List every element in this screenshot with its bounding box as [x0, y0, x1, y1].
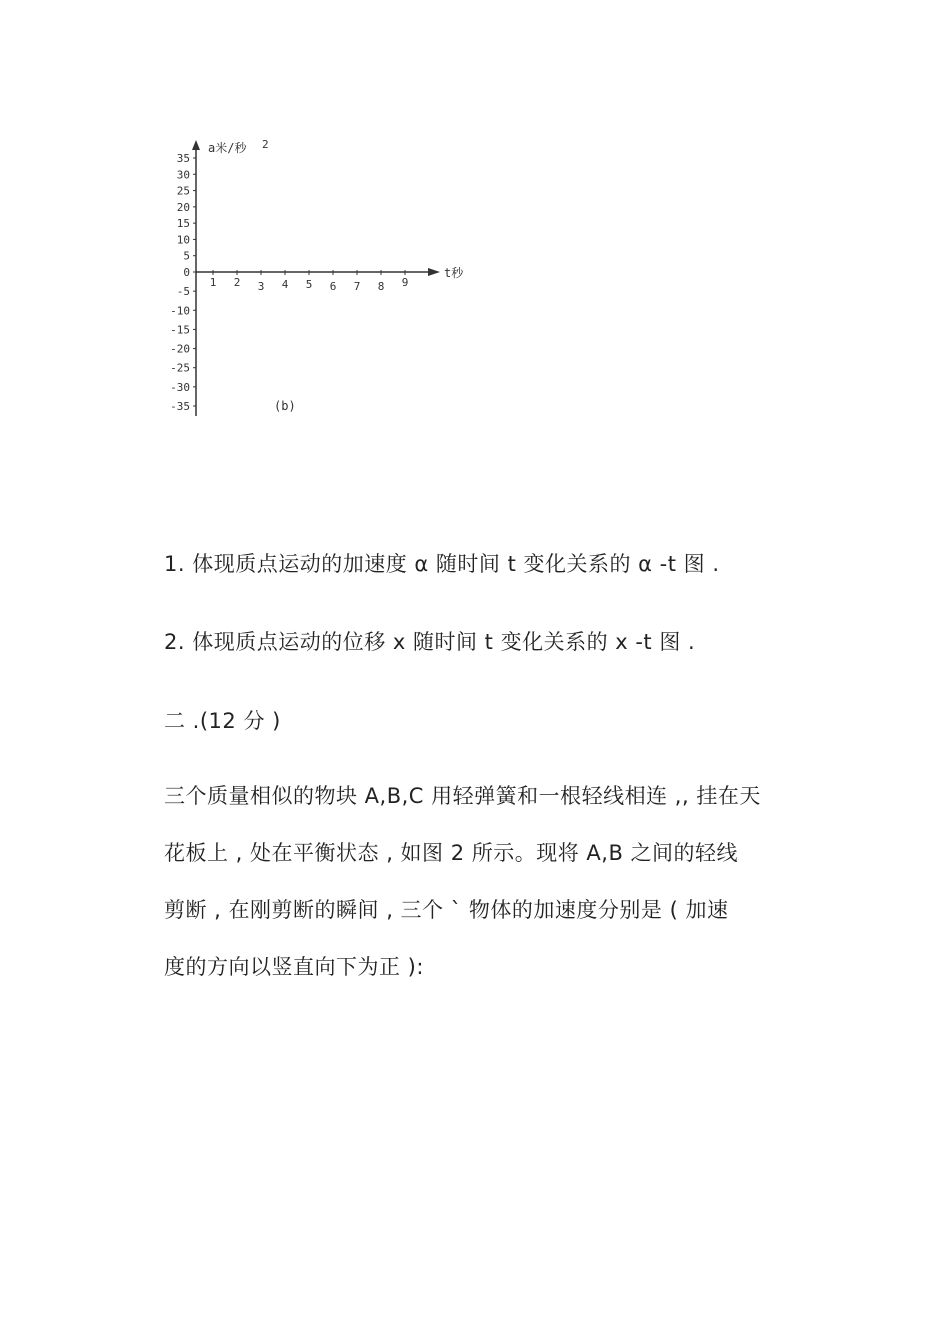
paragraph-line: 剪断 , 在刚剪断的瞬间 , 三个 ` 物体的加速度分别是 ( 加速	[164, 898, 729, 922]
y-tick-label: 10	[176, 233, 190, 247]
x-tick-label: 6	[329, 280, 337, 293]
x-tick-label: 1	[209, 276, 217, 289]
y-tick-label: 25	[176, 184, 190, 198]
y-tick-group	[170, 152, 196, 413]
x-tick-label: 8	[377, 280, 385, 293]
x-tick-group	[210, 270, 409, 293]
y-tick-label: 20	[176, 200, 190, 214]
x-tick-label: 2	[233, 276, 241, 289]
y-tick-label: 0	[183, 266, 190, 279]
paragraph-line: 三个质量相似的物块 A,B,C 用轻弹簧和一根轻线相连 ,, 挂在天	[164, 784, 761, 808]
y-tick-label: -30	[170, 380, 190, 394]
y-tick-label: -35	[170, 400, 190, 413]
y-tick-label: 5	[183, 249, 190, 263]
x-tick-label: 9	[401, 276, 409, 289]
item-2-text: 2. 体现质点运动的位移 x 随时间 t 变化关系的 x -t 图 .	[164, 630, 696, 654]
y-tick-label: 35	[176, 152, 190, 165]
x-axis-arrow	[428, 268, 440, 276]
x-tick-label: 4	[281, 278, 289, 291]
y-axis-label: a米/秒	[208, 141, 247, 155]
x-tick-label: 7	[353, 280, 361, 293]
acceleration-time-graph	[160, 130, 490, 430]
y-tick-label: 15	[176, 217, 190, 231]
y-axis-superscript: 2	[262, 138, 269, 151]
y-tick-label: -10	[170, 304, 190, 318]
paragraph-line: 度的方向以竖直向下为正 ):	[164, 955, 424, 979]
x-tick-label: 5	[305, 278, 313, 291]
y-tick-label: -5	[176, 285, 190, 299]
y-axis-arrow	[192, 140, 200, 150]
x-axis-label: t秒	[444, 266, 464, 280]
item-1-text: 1. 体现质点运动的加速度 α 随时间 t 变化关系的 α -t 图 .	[164, 552, 720, 576]
y-tick-label: -15	[170, 323, 190, 337]
x-tick-label: 3	[257, 280, 265, 293]
y-tick-label: 30	[176, 168, 190, 182]
graph-caption: (b)	[274, 399, 296, 413]
problem-paragraph	[164, 768, 804, 996]
y-tick-label: -20	[170, 342, 190, 356]
y-tick-label: -25	[170, 361, 190, 375]
paragraph-line: 花板上 , 处在平衡状态 , 如图 2 所示。现将 A,B 之间的轻线	[164, 841, 739, 865]
section-heading: 二 .(12 分 )	[164, 709, 281, 733]
